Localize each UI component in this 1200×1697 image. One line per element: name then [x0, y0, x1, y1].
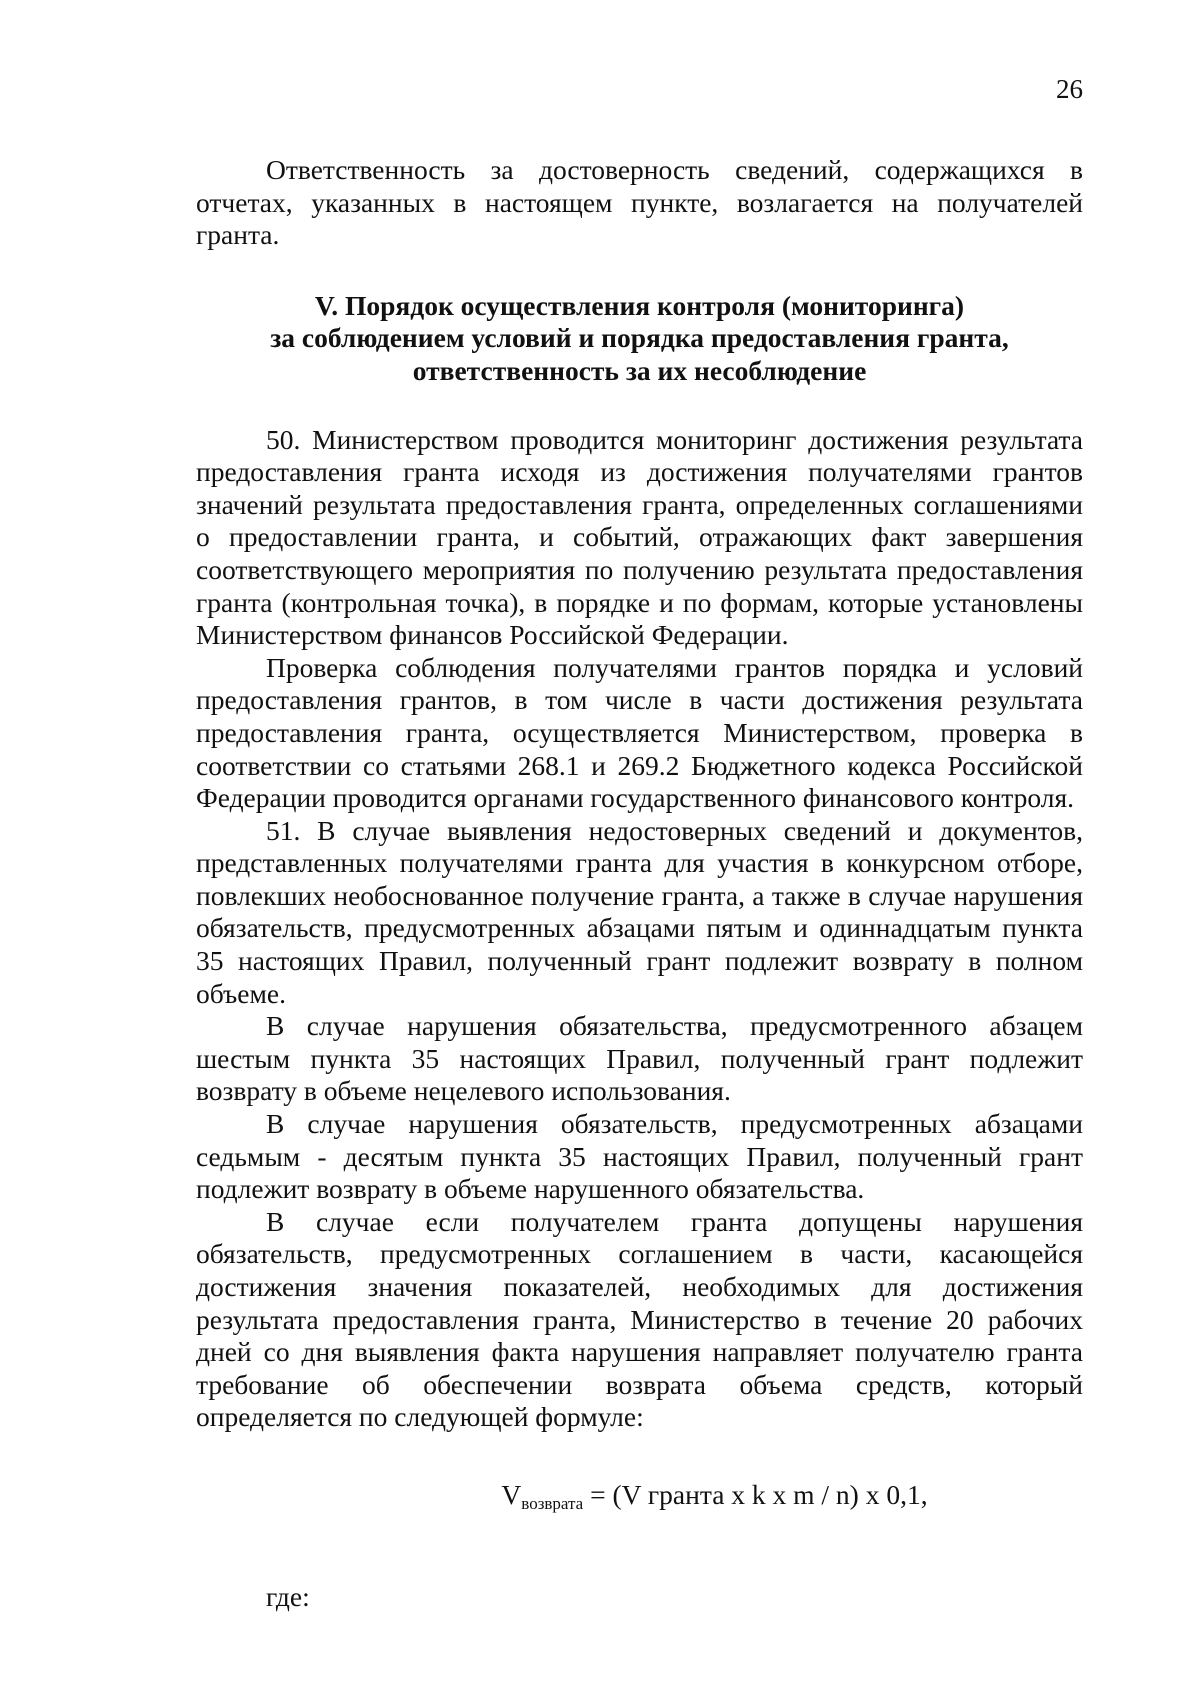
formula-subscript: возврата	[521, 1493, 584, 1513]
section-heading-line-3: ответственность за их несоблюдение	[412, 354, 867, 386]
formula-expression: = (V гранта x k x m / n) x 0,1,	[583, 1478, 928, 1510]
formula-variable: V	[501, 1478, 522, 1510]
paragraph-51-misuse: В случае нарушения обязательства, предусмотренного абзацем шестым пункта 35 настоящих Правил, полученный грант подлежит возврату в объеме нецелевого использования.	[196, 1010, 1083, 1107]
section-heading-line-1: V. Порядок осуществления контроля (мониторинга)	[314, 289, 965, 321]
paragraph-51-indicators: В случае если получателем гранта допущены нарушения обязательств, предусмотренных соглашением в части, касающейся достижения значения показателей, необходимых для достижения результата предоставления гранта, Министерство в течение 20 рабочих дней со дня выявления факта нарушения направляет получателю гранта требование об обеспечении возврата объема средств, который определяется по следующей формуле:	[196, 1205, 1083, 1433]
section-heading-line-2: за соблюдением условий и порядка предоставления гранта,	[270, 322, 1009, 354]
refund-formula	[196, 1479, 1083, 1521]
section-heading	[196, 290, 1083, 388]
paragraph-51: 51. В случае выявления недостоверных сведений и документов, представленных получателями гранта для участия в конкурсном отборе, повлекших необоснованное получение гранта, а также в случае нарушения обязательств, предусмотренных абзацами пятым и одиннадцатым пункта 35 настоящих Правил, полученный грант подлежит возврату в полном объеме.	[196, 814, 1083, 1009]
page-number: 26	[1056, 74, 1083, 104]
paragraph-50-verification: Проверка соблюдения получателями грантов порядка и условий предоставления грантов, в том числе в части достижения результата предоставления гранта, осуществляется Министерством, проверка в соответствии со статьями 268.1 и 269.2 Бюджетного кодекса Российской Федерации проводится органами государственного финансового контроля.	[196, 651, 1083, 814]
where-label: где:	[266, 1580, 310, 1612]
document-body	[196, 154, 1083, 1613]
paragraph-50: 50. Министерством проводится мониторинг достижения результата предоставления гранта исходя из достижения получателями грантов значений результата предоставления гранта, определенных соглашениями о предоставлении гранта, и событий, отражающих факт завершения соответствующего мероприятия по получению результата предоставления гранта (контрольная точка), в порядке и по формам, которые установлены Министерством финансов Российской Федерации.	[196, 423, 1083, 651]
paragraph-responsibility: Ответственность за достоверность сведений, содержащихся в отчетах, указанных в настоящем пункте, возлагается на получателей гранта.	[196, 154, 1083, 251]
paragraph-51-violation: В случае нарушения обязательств, предусмотренных абзацами седьмым - десятым пункта 35 настоящих Правил, полученный грант подлежит возврату в объеме нарушенного обязательства.	[196, 1108, 1083, 1205]
